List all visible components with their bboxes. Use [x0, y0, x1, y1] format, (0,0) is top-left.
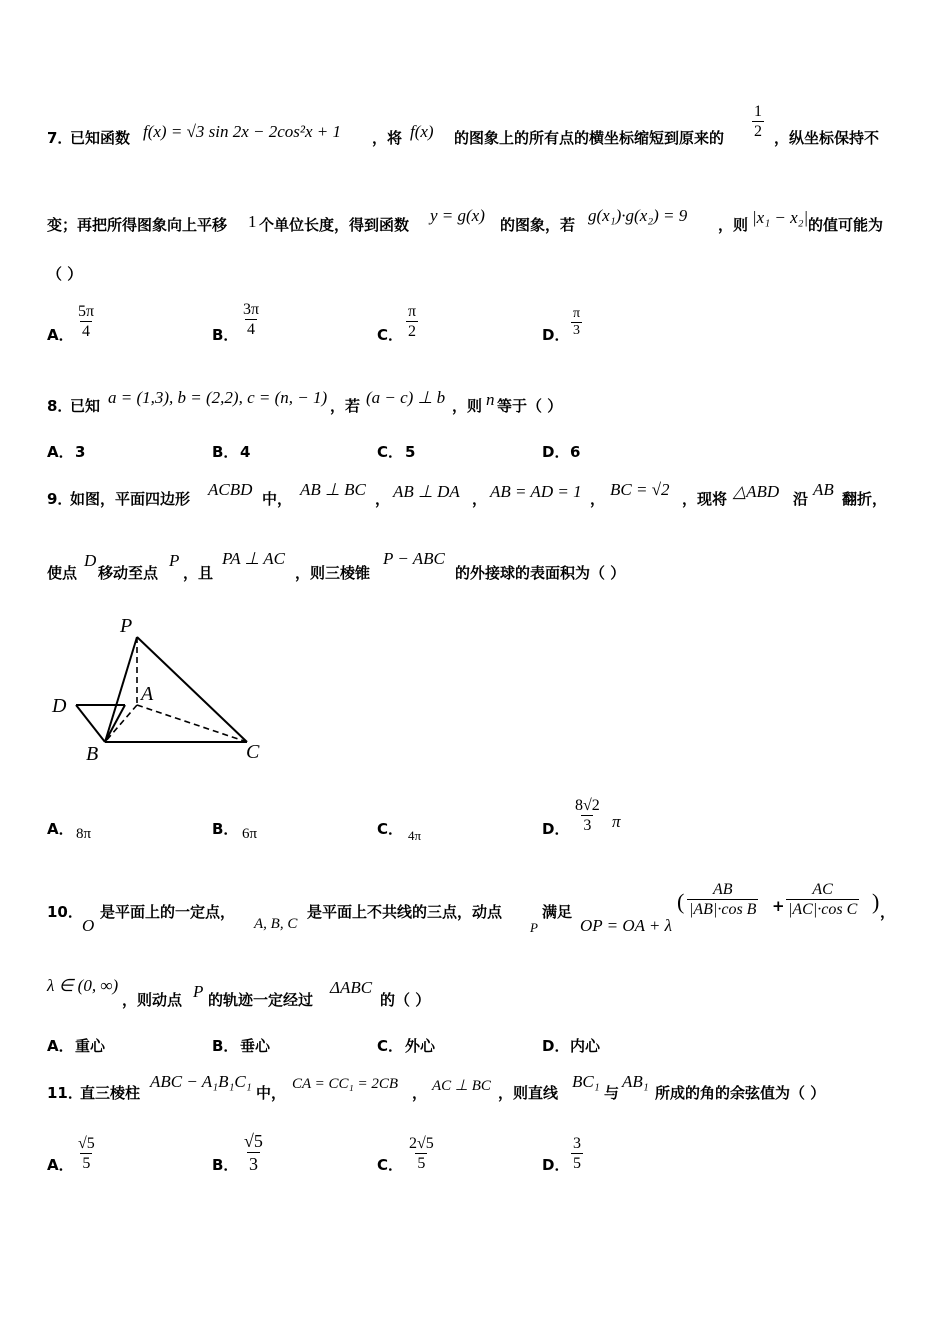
q11-option-c-value: $\frac{2√5}{5}$ — [409, 1135, 434, 1172]
q9-ab: AB — [813, 480, 834, 499]
q10-number: 10． — [47, 903, 83, 921]
q7-option-d-label: D． — [542, 326, 570, 344]
q8-option-a-label: A． — [47, 443, 74, 461]
q8-vectors: a = (1,3), b = (2,2), c = (n, − 1) — [108, 388, 328, 407]
q10-option-d-value: 内心 — [570, 1037, 601, 1055]
q10-text-2: 是平面上不共线的三点，动点 — [307, 903, 503, 921]
q8-text-1: 已知 — [70, 397, 101, 415]
q9-option-b-label: B． — [212, 820, 239, 838]
q11-text-1: 直三棱柱 — [80, 1084, 141, 1102]
q9-text-7: 沿 — [793, 490, 809, 508]
q10-abc: A, B, C — [254, 916, 298, 932]
q8-text-2: ，若 — [330, 397, 361, 415]
q9-text-5: ， — [590, 490, 606, 508]
q7-number: 7． — [47, 129, 73, 147]
q8-option-d-value: 6 — [570, 443, 581, 461]
edge-db — [76, 705, 105, 742]
q9-line2-text-4: ，则三棱锥 — [295, 564, 371, 582]
q11-ac-perp-bc: AC ⊥ BC — [432, 1078, 491, 1094]
q9-line2-text-1: 使点 — [47, 564, 78, 582]
q8-n: n — [486, 390, 495, 409]
q8-option-b-label: B． — [212, 443, 239, 461]
q10-option-b-value: 垂心 — [240, 1037, 271, 1055]
q10-op-expression: OP = OA + λ — [580, 916, 673, 935]
q7-line2-text-4: ，则 — [718, 216, 749, 234]
q8-option-a-value: 3 — [75, 443, 86, 461]
edge-pb — [105, 637, 137, 742]
q7-line2-gx: y = g(x) — [430, 206, 485, 225]
q11-option-a-label: A． — [47, 1156, 74, 1174]
q10-option-b-label: B． — [212, 1037, 239, 1055]
q9-option-c-label: C． — [377, 820, 404, 838]
q9-text-8: 翻折， — [842, 490, 888, 508]
q11-text-2: 中， — [256, 1084, 287, 1102]
q7-option-c-value: $\frac{\pi}{2}$ — [408, 303, 417, 340]
q11-text-6: 所成的角的余弦值为（ ） — [655, 1084, 826, 1102]
edge-pc — [137, 637, 247, 742]
q7-option-b-value: $\frac{3\pi}{4}$ — [243, 301, 260, 338]
q9-line2-text-5: 的外接球的表面积为（ ） — [455, 564, 626, 582]
q10-right-paren: ) — [872, 889, 880, 914]
q9-text-6: ，现将 — [682, 490, 728, 508]
q10-p: P — [530, 920, 538, 935]
q8-condition: (a − c) ⊥ b — [366, 388, 446, 407]
q11-ab1: AB₁ — [622, 1072, 649, 1091]
q9-line2-pyramid: P − ABC — [383, 549, 445, 568]
figure-label-d: D — [52, 695, 67, 717]
q11-text-3: ， — [412, 1084, 428, 1102]
q10-option-c-value: 外心 — [405, 1037, 436, 1055]
q10-fraction-ac: $\frac{AC}{\text{|AC|·cos C}}$ — [788, 881, 858, 918]
q7-option-b-label: B． — [212, 326, 239, 344]
q10-text-1: 是平面上的一定点， — [100, 903, 236, 921]
figure-label-p: P — [120, 615, 133, 637]
q7-line2-text-5: 的值可能为 — [808, 216, 884, 234]
q9-ab-eq-ad: AB = AD = 1 — [490, 482, 582, 501]
q7-option-a-value: $\frac{5\pi}{4}$ — [78, 303, 95, 340]
q10-text-3: 满足 — [542, 903, 573, 921]
q11-text-5: 与 — [604, 1084, 620, 1102]
q9-number: 9． — [47, 490, 73, 508]
figure-label-b: B — [86, 743, 99, 765]
q7-line2-text-2: 个单位长度，得到函数 — [259, 216, 410, 234]
q9-acbd: ACBD — [208, 480, 253, 499]
q10-option-a-label: A． — [47, 1037, 74, 1055]
q9-bc: BC = √2 — [610, 480, 670, 499]
q10-plus: + — [772, 897, 785, 915]
q9-text-3: ， — [375, 490, 391, 508]
q9-option-a-label: A． — [47, 820, 74, 838]
q7-line2-product: g(x₁)·g(x₂) = 9 — [588, 206, 688, 225]
q7-text-3: 的图象上的所有点的横坐标缩短到原来的 — [454, 129, 725, 147]
figure-label-c: C — [246, 741, 260, 763]
q8-text-3: ，则 — [452, 397, 483, 415]
q11-option-d-label: D． — [542, 1156, 570, 1174]
q11-option-b-value: $\frac{√5}{3}$ — [244, 1131, 263, 1174]
q9-option-c-value: 4π — [408, 828, 422, 843]
q7-option-d-value: $\frac{\pi}{3}$ — [573, 306, 581, 338]
q11-text-4: ，则直线 — [498, 1084, 559, 1102]
q10-line2-text-3: 的（ ） — [380, 991, 431, 1009]
q9-text-4: ， — [472, 490, 488, 508]
q7-fraction-half: $\frac{1}{2}$ — [754, 103, 762, 140]
q11-option-a-value: $\frac{√5}{5}$ — [78, 1135, 95, 1172]
q11-number: 11． — [47, 1084, 83, 1102]
q10-comma: ， — [880, 903, 896, 921]
q8-option-d-label: D． — [542, 443, 570, 461]
q7-answer-paren: （ ） — [47, 265, 83, 283]
q9-line2-text-3: ，且 — [183, 564, 214, 582]
q7-text-2: ，将 — [372, 129, 403, 147]
q10-line2-triangle: ΔABC — [330, 978, 373, 997]
q7-formula-fx: f(x) — [410, 122, 434, 141]
q9-line2-p: P — [169, 551, 180, 570]
q10-line2-p: P — [193, 982, 204, 1001]
q9-text-2: 中， — [262, 490, 293, 508]
q9-line2-text-2: 移动至点 — [98, 564, 159, 582]
q10-line2-text-2: 的轨迹一定经过 — [208, 991, 314, 1009]
q9-option-b-value: 6π — [242, 826, 258, 842]
q9-triangle-abd: △ABD — [733, 482, 780, 501]
q11-option-c-label: C． — [377, 1156, 404, 1174]
q7-line2-abs: |x₁ − x₂| — [752, 208, 809, 227]
q10-option-a-value: 重心 — [75, 1037, 106, 1055]
q7-text-4: ，纵坐标保持不 — [774, 129, 880, 147]
q10-o: O — [82, 916, 95, 935]
q9-figure-pyramid — [40, 612, 280, 772]
q7-line2-text-1: 变；再把所得图象向上平移 — [47, 216, 228, 234]
q10-line2-text-1: ，则动点 — [122, 991, 183, 1009]
q10-option-c-label: C． — [377, 1037, 404, 1055]
q9-line2-pa-perp-ac: PA ⊥ AC — [222, 549, 285, 568]
q9-option-a-value: 8π — [76, 826, 92, 842]
q10-option-d-label: D． — [542, 1037, 570, 1055]
q8-text-4: 等于（ ） — [497, 397, 563, 415]
q7-text-1: 已知函数 — [70, 129, 131, 147]
q11-ca-cc1-cb: CA = CC₁ = 2CB — [292, 1076, 399, 1092]
figure-label-a: A — [141, 683, 154, 705]
q7-formula-f: f(x) = √3 sin 2x − 2cos²x + 1 — [143, 122, 342, 141]
q9-option-d-pi: π — [612, 812, 621, 831]
q8-number: 8． — [47, 397, 73, 415]
q9-ab-perp-da: AB ⊥ DA — [393, 482, 460, 501]
q7-option-a-label: A． — [47, 326, 74, 344]
edge-ac-hidden — [137, 705, 247, 742]
q7-line2-one: 1 — [248, 212, 257, 231]
q11-bc1: BC₁ — [572, 1072, 600, 1091]
q11-option-b-label: B． — [212, 1156, 239, 1174]
q7-option-c-label: C． — [377, 326, 404, 344]
q10-left-paren: ( — [677, 889, 685, 914]
q8-option-c-label: C． — [377, 443, 404, 461]
q9-text-1: 如图，平面四边形 — [70, 490, 191, 508]
q10-lambda-range: λ ∈ (0, ∞) — [47, 976, 119, 995]
q10-fraction-ab: $\frac{AB}{\text{|AB|·cos B}}$ — [689, 881, 757, 918]
q11-option-d-value: $\frac{3}{5}$ — [573, 1135, 581, 1172]
q11-prism: ABC − A₁B₁C₁ — [150, 1072, 252, 1091]
q7-line2-text-3: 的图象，若 — [500, 216, 576, 234]
q9-ab-perp-bc: AB ⊥ BC — [300, 480, 366, 499]
q9-line2-d: D — [84, 551, 97, 570]
q9-option-d-value: $\frac{8√2}{3}$ — [575, 797, 600, 834]
q9-option-d-label: D． — [542, 820, 570, 838]
q8-option-c-value: 5 — [405, 443, 416, 461]
q8-option-b-value: 4 — [240, 443, 251, 461]
